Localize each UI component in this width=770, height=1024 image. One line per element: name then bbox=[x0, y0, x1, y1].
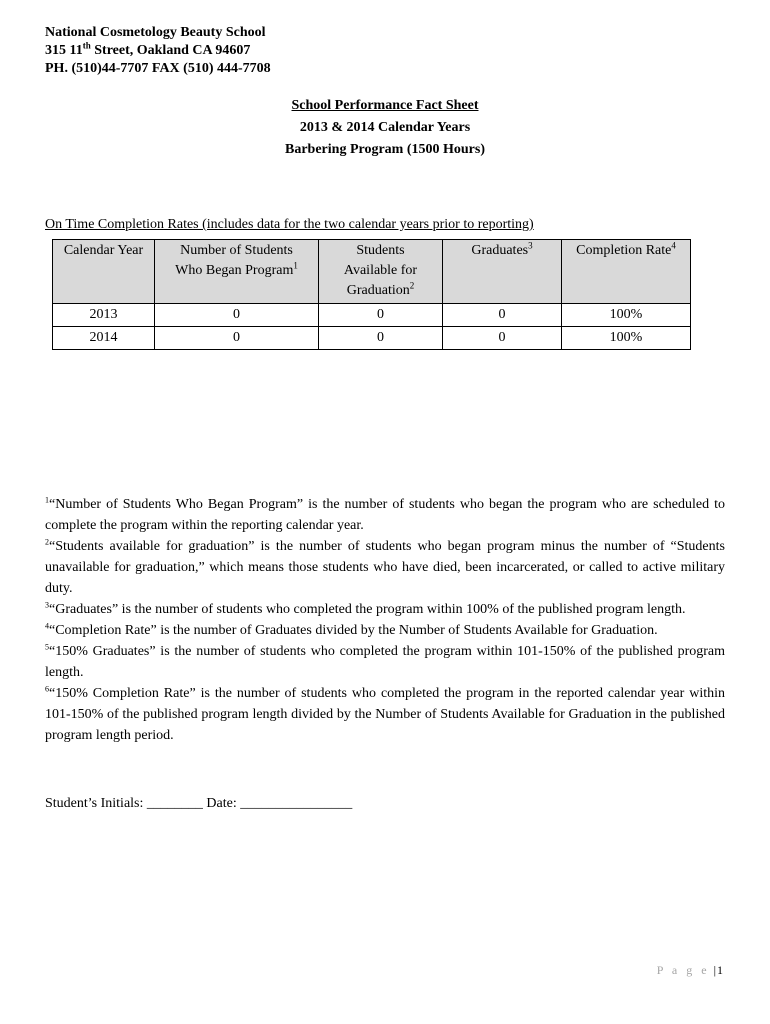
table-row bbox=[53, 327, 691, 350]
header-students-available: Students Available for Graduation$^2$ bbox=[319, 240, 443, 304]
page-label: P a g e bbox=[656, 963, 710, 977]
school-name: National Cosmetology Beauty School bbox=[45, 25, 266, 40]
header-students-began: Number of Students Who Began Program$^1$ bbox=[155, 240, 319, 304]
footnote: $^2$“Students available for graduation” is the number of students who began program minus the number of “Students unavailable for graduation,” which means those students who have died, been incarcerated, or called to active military duty. bbox=[45, 537, 725, 596]
footnote: $^6$“150% Completion Rate” is the number of students who completed the program in the reported calendar year within 101-150% of the published program length divided by the Number of Students Available for Graduation in the published program length period. bbox=[45, 684, 725, 743]
cell-rate: 100% bbox=[562, 304, 691, 327]
cell-available: 0 bbox=[319, 304, 443, 327]
document-years: 2013 & 2014 Calendar Years bbox=[299, 120, 471, 135]
cell-began: 0 bbox=[155, 304, 319, 327]
cell-available: 0 bbox=[319, 327, 443, 350]
completion-rates-table bbox=[52, 239, 691, 350]
header-calendar-year: Calendar Year bbox=[53, 240, 155, 304]
footnote: $^5$“150% Graduates” is the number of students who completed the program within 101-150% of the published program length. bbox=[45, 642, 725, 680]
student-initials-date-line: Student’s Initials: ________ Date: ________________ bbox=[45, 796, 353, 811]
header-completion-rate: Completion Rate$^4$ bbox=[562, 240, 691, 304]
page-number: 1 bbox=[717, 963, 723, 977]
table-header-row bbox=[53, 240, 691, 304]
footnote: $^4$“Completion Rate” is the number of Graduates divided by the Number of Students Available for Graduation. bbox=[45, 621, 658, 638]
cell-rate: 100% bbox=[562, 327, 691, 350]
footnote: $^3$“Graduates” is the number of students who completed the program within 100% of the published program length. bbox=[45, 600, 686, 617]
document-title: School Performance Fact Sheet bbox=[291, 98, 479, 113]
cell-year: 2013 bbox=[53, 304, 155, 327]
page-number-footer bbox=[657, 963, 723, 978]
footnotes bbox=[45, 494, 725, 746]
document-titles bbox=[0, 95, 770, 161]
table-row bbox=[53, 304, 691, 327]
header-graduates: Graduates$^3$ bbox=[443, 240, 562, 304]
page-separator: | bbox=[713, 963, 716, 977]
table-caption: On Time Completion Rates (includes data for the two calendar years prior to reporting) bbox=[45, 217, 534, 232]
document-program: Barbering Program (1500 Hours) bbox=[285, 142, 485, 157]
cell-graduates: 0 bbox=[443, 327, 562, 350]
cell-began: 0 bbox=[155, 327, 319, 350]
cell-year: 2014 bbox=[53, 327, 155, 350]
school-address: 315 11th Street, Oakland CA 94607 bbox=[45, 40, 251, 58]
school-phone-fax: PH. (510)44-7707 FAX (510) 444-7708 bbox=[45, 61, 271, 76]
footnote: $^1$“Number of Students Who Began Program” is the number of students who began the program who are scheduled to complete the program within the reporting calendar year. bbox=[45, 495, 725, 533]
cell-graduates: 0 bbox=[443, 304, 562, 327]
school-header bbox=[45, 24, 271, 78]
